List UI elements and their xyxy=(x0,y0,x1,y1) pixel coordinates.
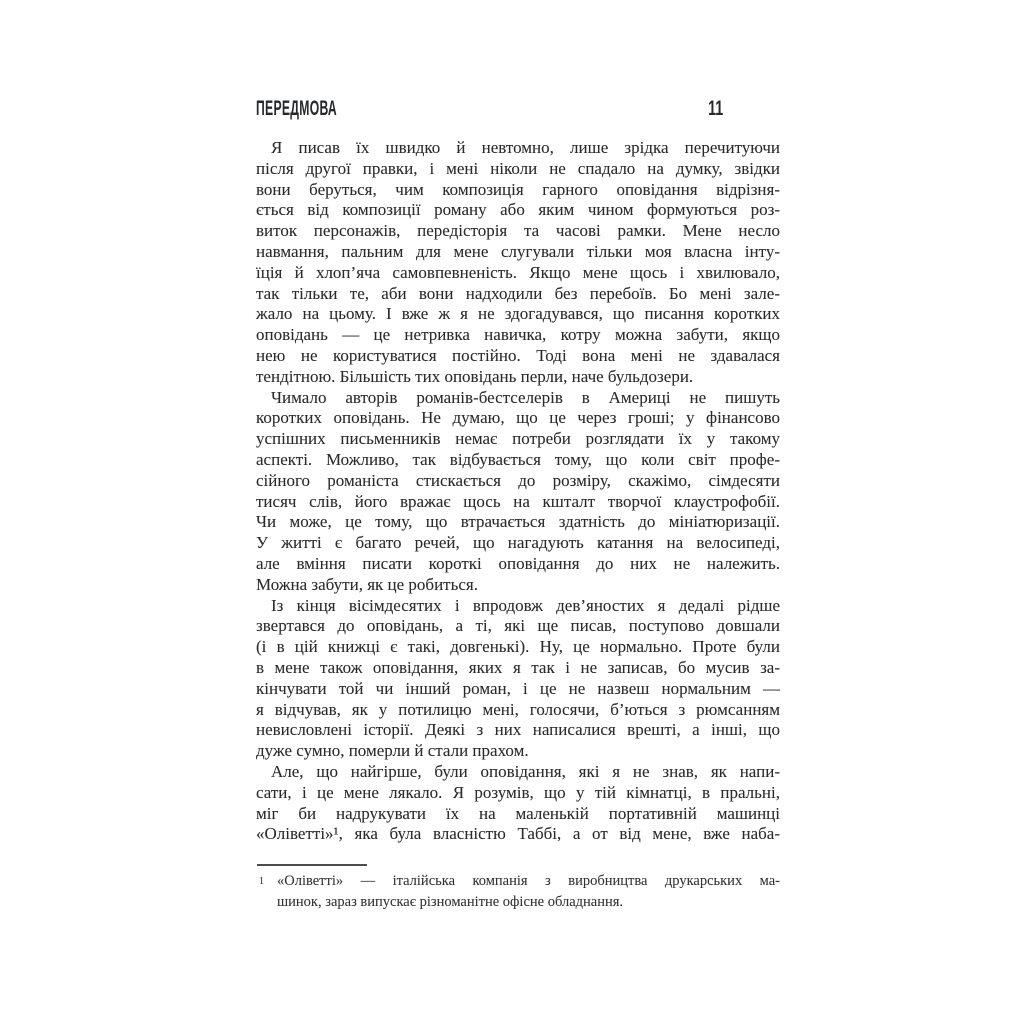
text-line: в мене також оповідання, яких я так і не записав, бо мусив за- xyxy=(256,657,780,677)
text-line: звертався до оповідань, а ті, які ще писав, поступово довшали xyxy=(256,616,780,636)
text-line: жало на цьому. І вже ж я не здогадувався, що писання коротких xyxy=(256,304,780,324)
text-line: оповідань — це нетривка навичка, котру можна забути, якщо xyxy=(256,325,780,345)
footnote-marker: 1 xyxy=(259,876,264,887)
text-line: їція й хлоп’яча самовпевненість. Якщо мене щось і хвилювало, xyxy=(256,262,780,282)
paragraph xyxy=(256,596,780,762)
paragraph xyxy=(256,388,780,596)
text-line: аспекті. Можливо, так відбувається тому, що коли світ профе- xyxy=(256,449,780,469)
paragraph xyxy=(256,762,780,845)
text-line: Але, що найгірше, були оповідання, які я не знав, як напи- xyxy=(271,761,780,781)
page-number: 11 xyxy=(707,97,723,120)
text-line: ється від композиції роману або яким чином формуються роз- xyxy=(256,200,780,220)
text-line: Із кінця вісімдесятих і впродовж дев’яностих я дедалі рідше xyxy=(271,595,780,615)
text-line: Я писав їх швидко й невтомно, лише зрідка перечитуючи xyxy=(271,138,780,157)
text-line: успішних письменників немає потреби розглядати їх у такому xyxy=(256,429,780,449)
text-line: я відчував, як у потилицю мені, голосячи, б’ються з рюмсанням xyxy=(256,699,780,719)
text-line: Чимало авторів романів-бестселерів в Америці не пишуть xyxy=(271,387,780,407)
text-line: Можна забути, як це робиться. xyxy=(256,574,478,594)
text-line: У житті є багато речей, що нагадують катання на велосипеді, xyxy=(256,533,780,553)
footnote-line: шинок, зараз випускає різноманітне офісне обладнання. xyxy=(277,893,624,910)
text-line: коротких оповідань. Не думаю, що це через гроші; у фінансово xyxy=(256,408,780,428)
footnote-line: «Оліветті» — італійська компанія з виробництва друкарських ма- xyxy=(277,873,780,889)
text-line: (і в цій книжці є такі, довгенькі). Ну, це нормально. Проте були xyxy=(256,637,780,657)
footnote xyxy=(256,871,780,912)
text-line: дуже сумно, померли й стали прахом. xyxy=(256,741,529,761)
text-line: тисяч слів, його вражає щось на кшталт творчої клаустрофобії. xyxy=(256,491,780,511)
text-line: але вміння писати короткі оповідання до них не належить. xyxy=(256,553,780,573)
text-line: Чи може, це тому, що втрачається здатність до мініатюризації. xyxy=(256,512,780,532)
page-body xyxy=(256,138,780,845)
text-line: «Оліветті»¹, яка була власністю Таббі, а от від мене, вже наба- xyxy=(256,824,780,844)
running-header xyxy=(256,97,780,119)
text-line: навмання, пальним для мене слугували тільки моя власна інту- xyxy=(256,241,780,261)
text-line: міг би надрукувати їх на маленькій портативній машинці xyxy=(256,803,780,823)
text-line: вони беруться, чим композиція гарного оповідання відрізня- xyxy=(256,179,780,199)
paragraph xyxy=(256,138,780,388)
text-line: невисловлені історії. Деякі з них написалися врешті, а інші, що xyxy=(256,720,780,740)
chapter-title: ПЕРЕДМОВА xyxy=(256,97,338,120)
text-line: сати, і це мене лякало. Я розумів, що у тій кімнатці, в пральні, xyxy=(256,782,780,802)
text-line: так тільки те, аби вони надходили без перебоїв. Бо мені зале- xyxy=(256,283,780,303)
text-line: сійного романіста стискається до розміру, скажімо, сімдесяти xyxy=(256,470,780,490)
text-line: тендітною. Більшість тих оповідань перли, наче бульдозери. xyxy=(256,366,694,386)
text-line: виток персонажів, передісторія та часові рамки. Мене несло xyxy=(256,221,780,241)
text-line: нею не користуватися постійно. Тоді вона мені не здавалася xyxy=(256,345,780,365)
text-line: після другої правки, і мені ніколи не спадало на думку, звідки xyxy=(256,158,780,178)
footnote-divider xyxy=(257,864,367,866)
text-line: кінчувати той чи інший роман, і це не назвеш нормальним — xyxy=(256,678,780,698)
